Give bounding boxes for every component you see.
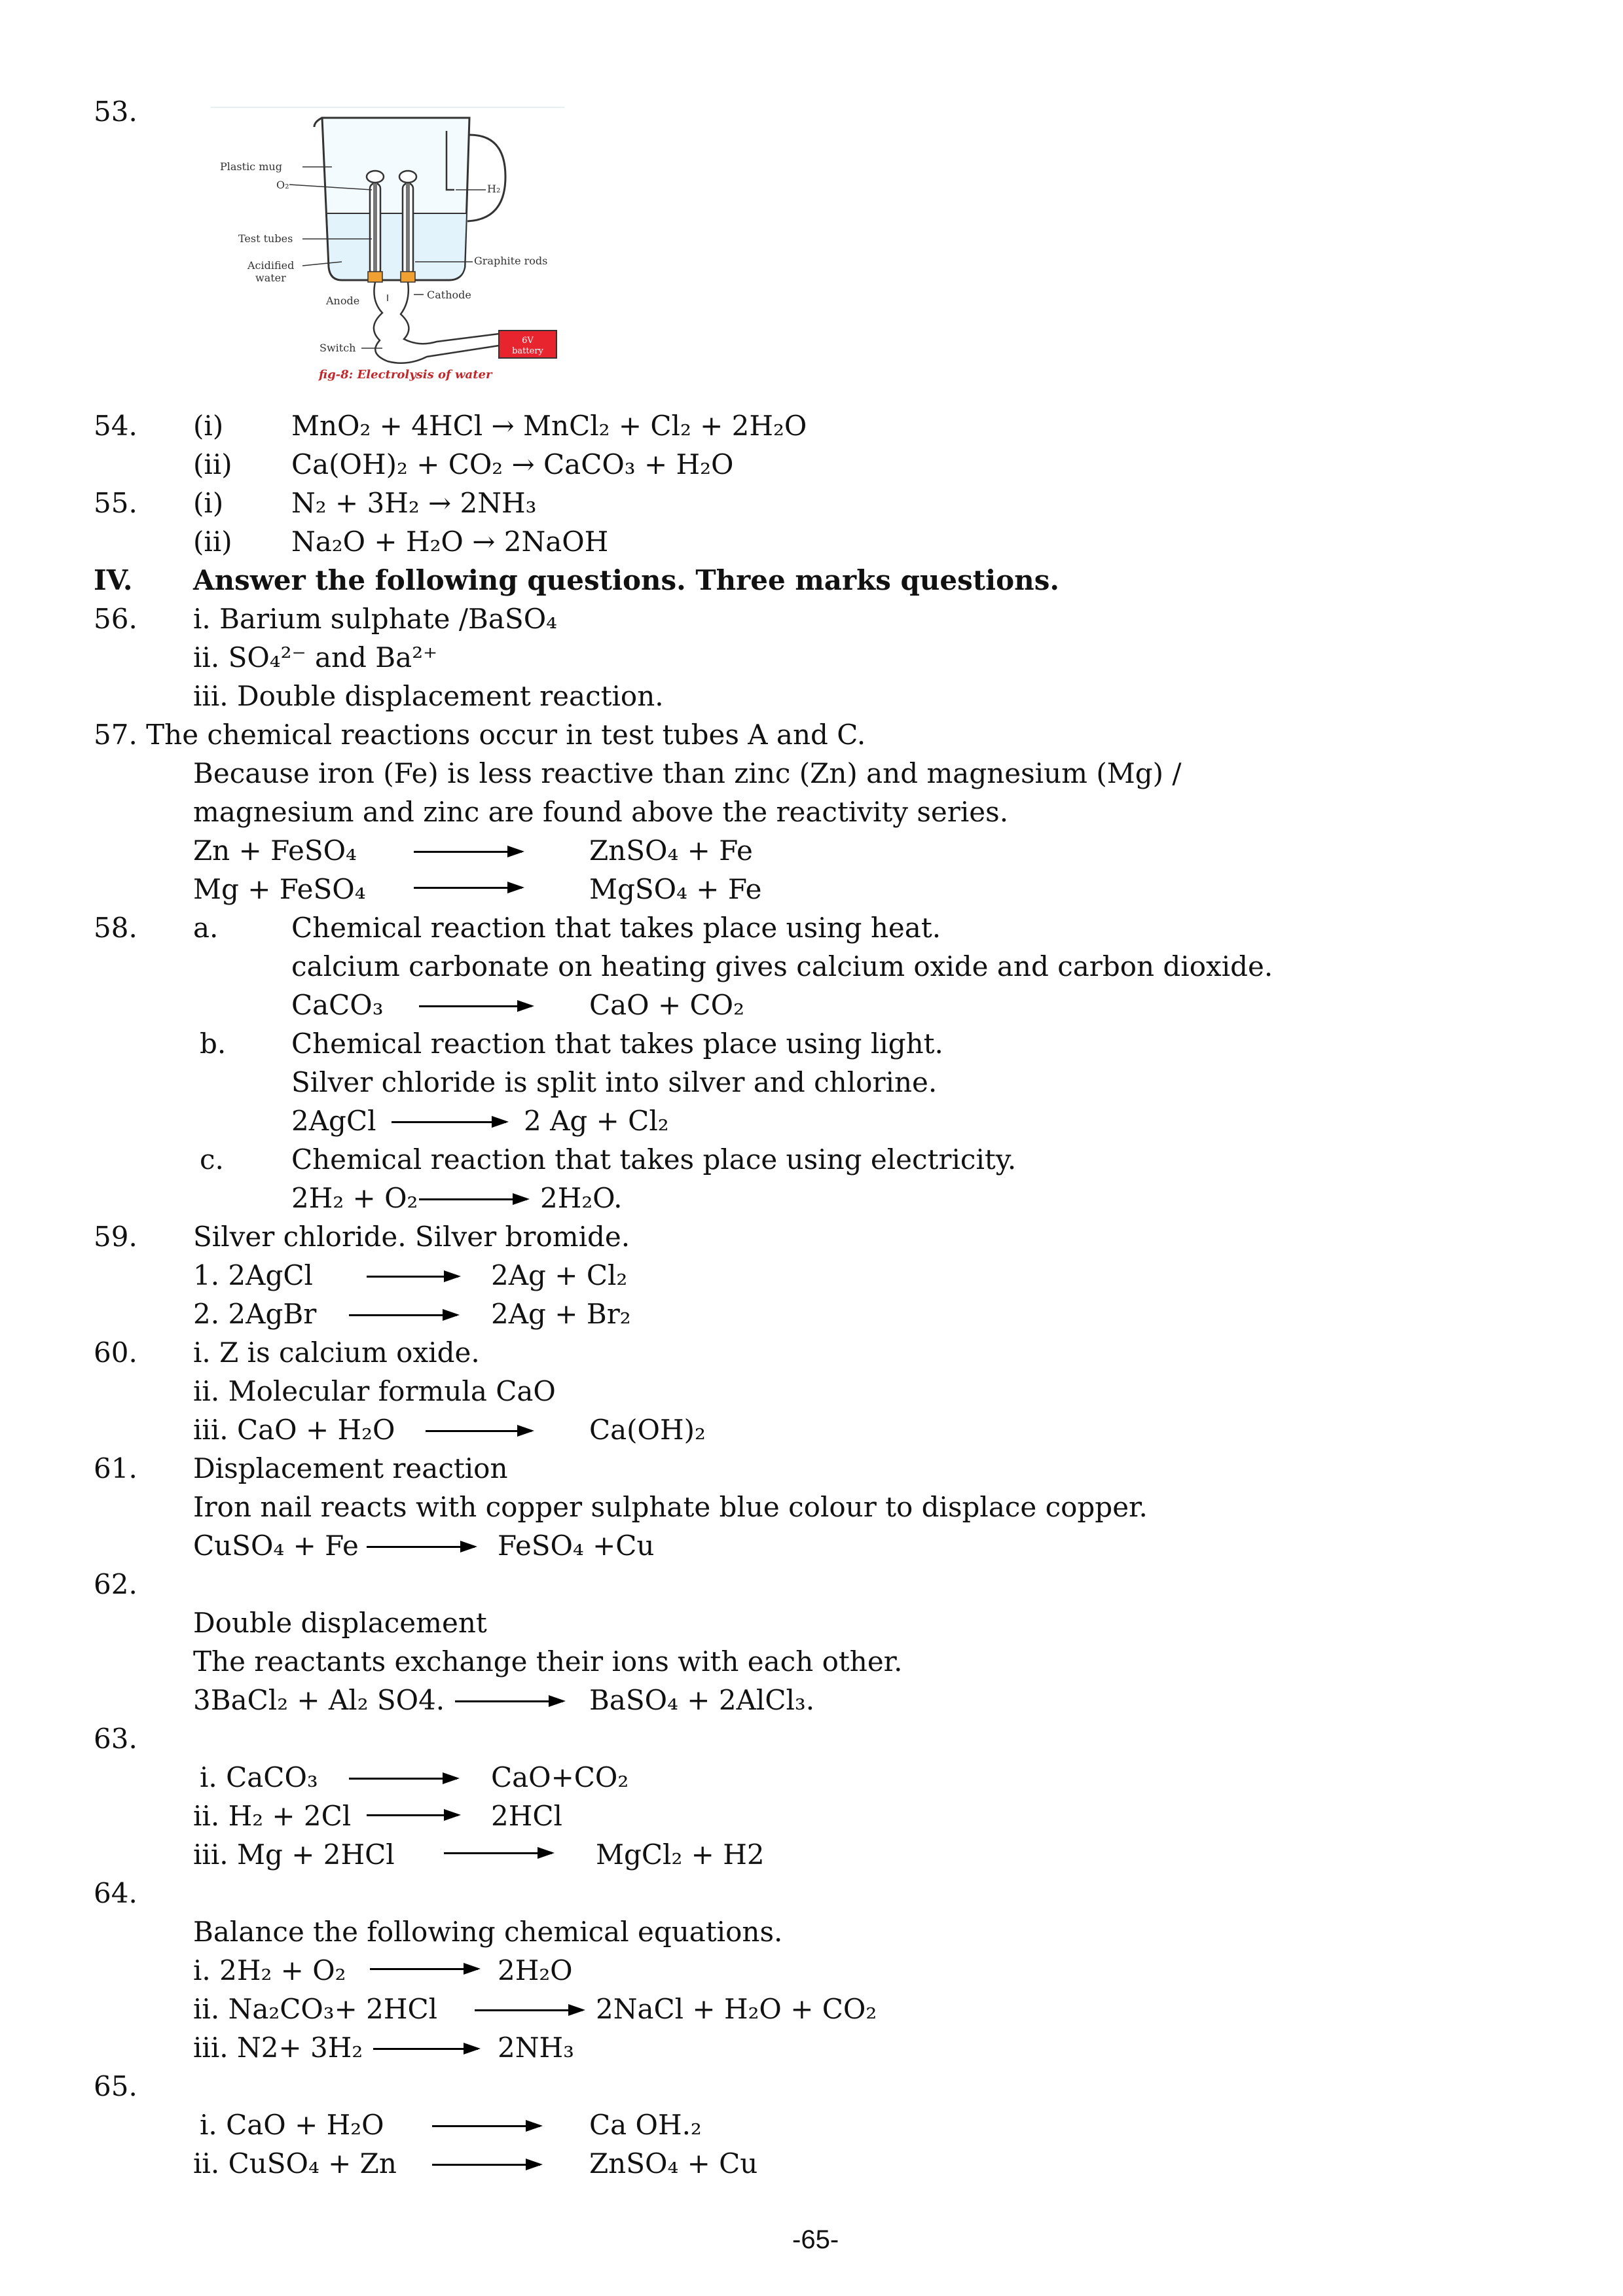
section-title: Answer the following questions. Three marks questions. (193, 564, 1059, 596)
answer-line: ii. Molecular formula CaO (193, 1375, 556, 1407)
question-number: 62. (94, 1568, 137, 1600)
reaction-arrow (367, 1546, 475, 1548)
reaction-lhs: 2H₂ + O₂ (291, 1182, 418, 1214)
answer-line: Displacement reaction (193, 1452, 508, 1484)
reaction-arrow (419, 1198, 527, 1200)
reaction-lhs: 2. 2AgBr (193, 1298, 317, 1330)
test-tubes-label: Test tubes (238, 232, 293, 245)
reaction-rhs: BaSO₄ + 2AlCl₃. (589, 1684, 815, 1716)
reaction-lhs: i. 2H₂ + O₂ (193, 1954, 346, 1986)
anode-label: Anode (326, 295, 360, 307)
sub-label: (i) (193, 410, 224, 442)
question-number: 54. (94, 410, 137, 442)
reaction-rhs: Ca(OH)₂ (589, 1414, 706, 1446)
reaction-lhs: i. CaCO₃ (200, 1761, 318, 1793)
question-number: 56. (94, 603, 137, 635)
question-number: 64. (94, 1877, 137, 1909)
equation: Na₂O + H₂O → 2NaOH (291, 526, 609, 558)
reaction-arrow (475, 2009, 583, 2011)
section-number: IV. (94, 564, 133, 596)
answer-line: Iron nail reacts with copper sulphate blue colour to displace copper. (193, 1491, 1148, 1523)
answer-line: calcium carbonate on heating gives calcium oxide and carbon dioxide. (291, 950, 1273, 982)
reaction-rhs: CaO+CO₂ (491, 1761, 629, 1793)
equation: N₂ + 3H₂ → 2NH₃ (291, 487, 537, 519)
battery-label: battery (512, 346, 543, 356)
answer-line: Balance the following chemical equations. (193, 1916, 783, 1948)
reaction-rhs: 2Ag + Cl₂ (491, 1259, 628, 1291)
reaction-arrow (414, 887, 522, 889)
reaction-rhs: Ca OH.₂ (589, 2109, 702, 2141)
reaction-lhs: 2AgCl (291, 1105, 376, 1137)
reaction-rhs: 2H₂O (498, 1954, 573, 1986)
reaction-rhs: 2H₂O. (540, 1182, 623, 1214)
question-number: 55. (94, 487, 137, 519)
reaction-lhs: CuSO₄ + Fe (193, 1530, 359, 1562)
reaction-rhs: 2NH₃ (498, 2032, 574, 2064)
answer-line: i. Z is calcium oxide. (193, 1336, 480, 1369)
reaction-arrow (373, 2048, 478, 2050)
question-number: 65. (94, 2070, 137, 2102)
sub-label: (ii) (193, 448, 232, 480)
reaction-lhs: ii. H₂ + 2Cl (193, 1800, 352, 1832)
water-label: water (255, 272, 286, 284)
answer-line: Silver chloride. Silver bromide. (193, 1221, 630, 1253)
reaction-lhs: 3BaCl₂ + Al₂ SO4. (193, 1684, 445, 1716)
answer-line: The reactants exchange their ions with each other. (193, 1645, 903, 1677)
reaction-rhs: 2NaCl + H₂O + CO₂ (596, 1993, 877, 2025)
reaction-rhs: MgCl₂ + H2 (596, 1839, 765, 1871)
answer-line: Double displacement (193, 1607, 487, 1639)
reaction-rhs: 2HCl (491, 1800, 562, 1832)
reaction-lhs: ii. Na₂CO₃+ 2HCl (193, 1993, 438, 2025)
cathode-label: Cathode (427, 289, 471, 301)
reaction-arrow (367, 1276, 458, 1278)
reaction-arrow (349, 1778, 457, 1780)
question-number: 59. (94, 1221, 137, 1253)
reaction-lhs: iii. Mg + 2HCl (193, 1839, 395, 1871)
question-number: 61. (94, 1452, 137, 1484)
switch-label: Switch (319, 342, 356, 354)
answer-line: Chemical reaction that takes place using electricity. (291, 1143, 1017, 1175)
equation: MnO₂ + 4HCl → MnCl₂ + Cl₂ + 2H₂O (291, 410, 807, 442)
battery-voltage-label: 6V (522, 336, 534, 346)
answer-line: Chemical reaction that takes place using light. (291, 1028, 943, 1060)
reaction-rhs: ZnSO₄ + Cu (589, 2147, 758, 2179)
sub-label: (ii) (193, 526, 232, 558)
answer-line: Chemical reaction that takes place using heat. (291, 912, 941, 944)
question-heading: 57. The chemical reactions occur in test tubes A and C. (94, 719, 866, 751)
answer-line: magnesium and zinc are found above the reactivity series. (193, 796, 1009, 828)
reaction-rhs: CaO + CO₂ (589, 989, 744, 1021)
reaction-arrow (349, 1314, 457, 1316)
answer-line: i. Barium sulphate /BaSO₄ (193, 603, 557, 635)
reaction-lhs: 1. 2AgCl (193, 1259, 313, 1291)
reaction-rhs: 2Ag + Br₂ (491, 1298, 631, 1330)
reaction-arrow (432, 2125, 540, 2127)
reaction-arrow (370, 1968, 478, 1970)
question-number: 58. (94, 912, 137, 944)
plastic-mug-label: Plastic mug (220, 160, 282, 173)
figure-caption: fig-8: Electrolysis of water (319, 368, 492, 382)
reaction-lhs: i. CaO + H₂O (200, 2109, 384, 2141)
answer-line: ii. SO₄²⁻ and Ba²⁺ (193, 641, 438, 673)
h2-label: H₂ (487, 183, 501, 195)
sub-label: (i) (193, 487, 224, 519)
reaction-arrow (414, 851, 522, 853)
reaction-arrow (426, 1430, 532, 1432)
sub-label: a. (193, 912, 219, 944)
question-number: 60. (94, 1336, 137, 1369)
equation: Ca(OH)₂ + CO₂ → CaCO₃ + H₂O (291, 448, 734, 480)
page-number: -65- (792, 2225, 839, 2254)
o2-label: O₂ (276, 179, 289, 191)
reaction-arrow (432, 2164, 540, 2166)
reaction-lhs: Zn + FeSO₄ (193, 834, 357, 867)
reaction-lhs: CaCO₃ (291, 989, 384, 1021)
answer-line: Because iron (Fe) is less reactive than zinc (Zn) and magnesium (Mg) / (193, 757, 1182, 789)
graphite-rods-label: Graphite rods (474, 255, 548, 267)
question-number: 63. (94, 1723, 137, 1755)
reaction-rhs: MgSO₄ + Fe (589, 873, 762, 905)
acidified-label: Acidified (247, 259, 295, 272)
reaction-rhs: ZnSO₄ + Fe (589, 834, 753, 867)
reaction-arrow (392, 1121, 506, 1123)
reaction-lhs: Mg + FeSO₄ (193, 873, 366, 905)
reaction-arrow (455, 1700, 563, 1702)
reaction-rhs: 2 Ag + Cl₂ (524, 1105, 669, 1137)
answer-line: iii. Double displacement reaction. (193, 680, 664, 712)
sub-label: b. (200, 1028, 227, 1060)
reaction-arrow (419, 1005, 532, 1007)
answer-line: Silver chloride is split into silver and chlorine. (291, 1066, 938, 1098)
reaction-lhs: ii. CuSO₄ + Zn (193, 2147, 397, 2179)
reaction-arrow (444, 1852, 552, 1854)
question-number: 53. (94, 96, 137, 128)
reaction-lhs: iii. CaO + H₂O (193, 1414, 395, 1446)
reaction-lhs: iii. N2+ 3H₂ (193, 2032, 363, 2064)
reaction-rhs: FeSO₄ +Cu (498, 1530, 655, 1562)
sub-label: c. (200, 1143, 224, 1175)
reaction-arrow (367, 1814, 458, 1816)
electrolysis-figure (211, 105, 564, 389)
